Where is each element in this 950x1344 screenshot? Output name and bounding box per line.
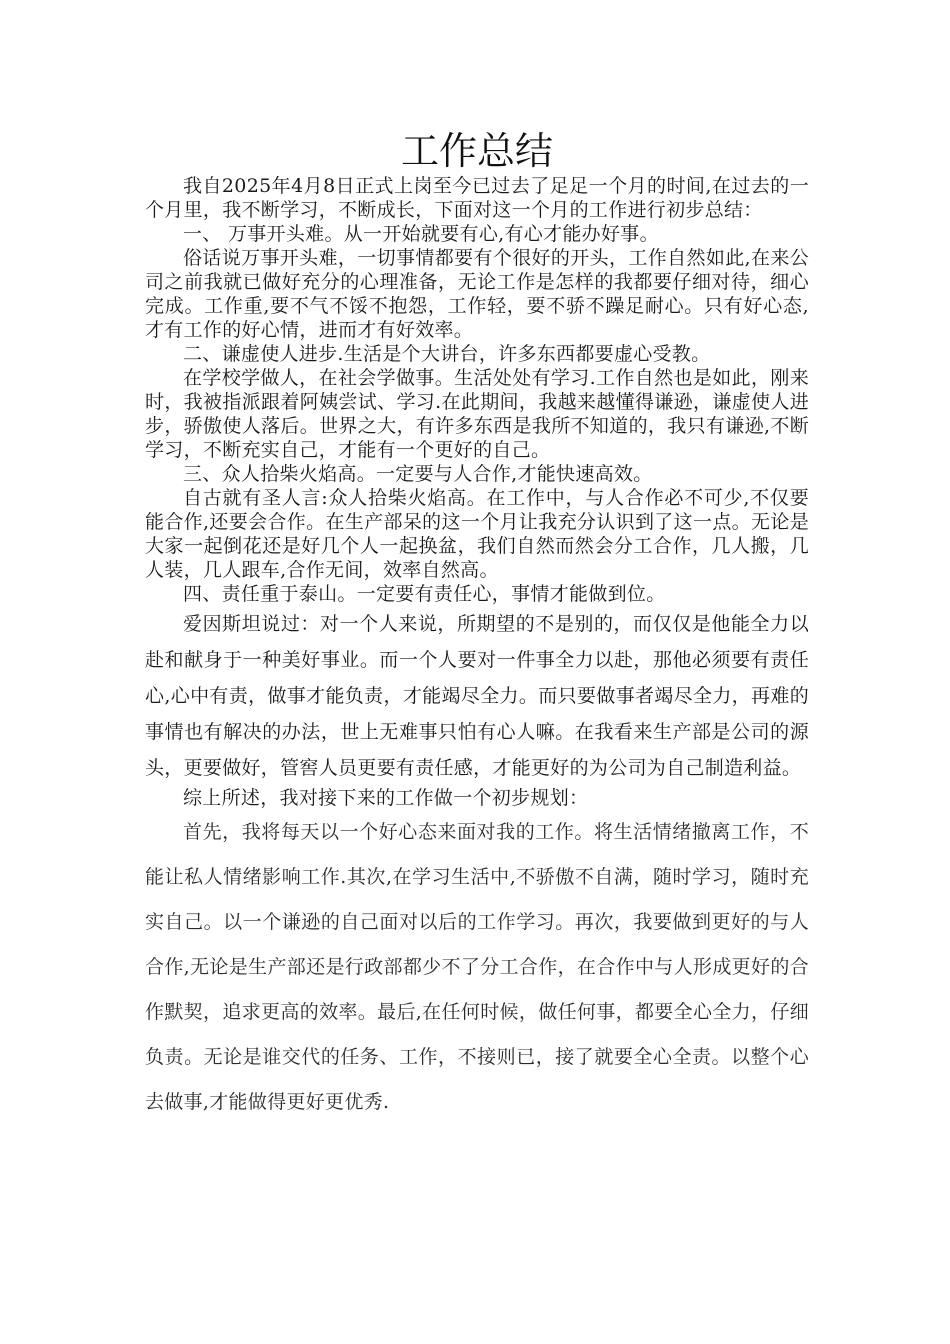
section-heading-3: 三、众人拾柴火焰高。一定要与人合作,才能快速高效。 (183, 463, 653, 485)
section-heading-2: 二、谦虚使人进步.生活是个大讲台，许多东西都要虚心受教。 (183, 343, 711, 365)
intro-paragraph: 我自2025年4月8日正式上岗至今已过去了足足一个月的时间,在过去的一个月里，我不断学习，不断成长，下面对这一个月的工作进行初步总结： (145, 175, 809, 221)
document-title: 工作总结 (400, 129, 553, 173)
document-page (145, 128, 809, 1125)
section-body-2: 在学校学做人，在社会学做事。生活处处有学习.工作自然也是如此，刚来时，我被指派跟着阿姨尝试、学习.在此期间，我越来越懂得谦逊，谦虚使人进步，骄傲使人落后。世界之大，有许多东西是我所不知道的，我只有谦逊,不断学习，不断充实自己，才能有一个更好的自己。 (145, 367, 809, 461)
section-body-3: 自古就有圣人言:众人拾柴火焰高。在工作中，与人合作必不可少,不仅要能合作,还要会合作。在生产部呆的这一个月让我充分认识到了这一点。无论是大家一起倒花还是好几个人一起换盆，我们自然而然会分工合作，几人搬，几人装，几人跟车,合作无间，效率自然高。 (145, 487, 809, 581)
section-heading-4: 四、责任重于泰山。一定要有责任心，事情才能做到位。 (183, 583, 666, 605)
section-heading-1: 一、 万事开头难。从一开始就要有心,有心才能办好事。 (183, 223, 659, 245)
summary-intro: 综上所述，我对接下来的工作做一个初步规划： (183, 787, 589, 809)
section-body-4: 爱因斯坦说过：对一个人来说，所期望的不是别的，而仅仅是他能全力以赴和献身于一种美好事业。而一个人要对一件事全力以赴，那他必须要有责任心,心中有责，做事才能负责，才能竭尽全力。而只要做事者竭尽全力，再难的事情也有解决的办法，世上无难事只怕有心人嘛。在我看来生产部是公司的源头，更要做好，管窖人员更要有责任感，才能更好的为公司为自己制造利益。 (145, 613, 809, 779)
section-body-1: 俗话说万事开头难，一切事情都要有个很好的开头，工作自然如此,在来公司之前我就已做好充分的心理准备，无论工作是怎样的我都要仔细对待，细心完成。工作重,要不气不馁不抱怨，工作轻，要不骄不躁足耐心。只有好心态,才有工作的好心情，进而才有好效率。 (145, 247, 809, 341)
summary-plan: 首先，我将每天以一个好心态来面对我的工作。将生活情绪撤离工作，不能让私人情绪影响工作.其次,在学习生活中,不骄傲不自满，随时学习，随时充实自己。以一个谦逊的自己面对以后的工作学习。再次，我要做到更好的与人合作,无论是生产部还是行政部都少不了分工合作，在合作中与人形成更好的合作默契，追求更高的效率。最后,在任何时候，做任何事，都要全心全力，仔细负责。无论是谁交代的任务、工作，不接则已，接了就要全心全责。以整个心去做事,才能做得更好更优秀. (145, 821, 809, 1113)
